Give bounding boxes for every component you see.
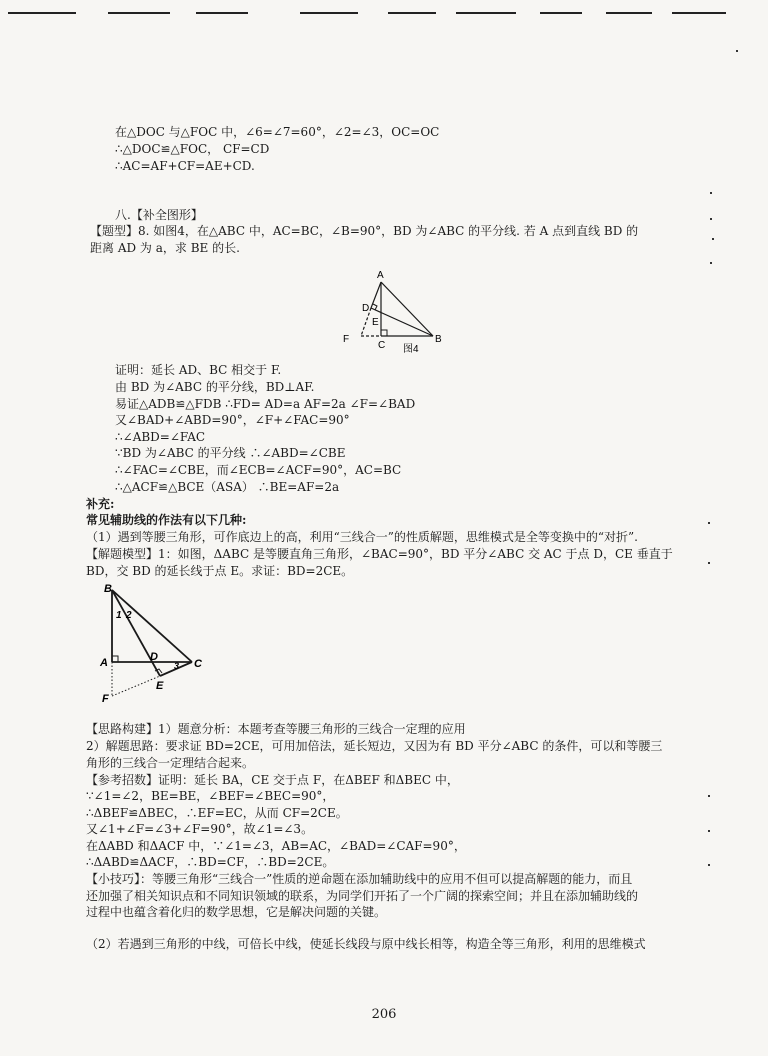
figure-4 [335,268,455,360]
angle-label-1: 1 [116,610,122,621]
analysis-line: ∴ΔABD≌ΔACF，∴BD=CF，∴BD=2CE。 [86,855,335,869]
label-a: A [377,270,384,281]
supplement-title: 补充: [86,497,115,511]
label-c: C [378,340,386,351]
right-angle-c [381,330,387,336]
tip-line: 还加强了相关知识点和不同知识领域的联系，为同学们开拓了一个广阔的探索空间；并且在添加辅助线的 [86,889,639,903]
tip-line: 过程中也蕴含着化归的数学思想，它是解决问题的关键。 [86,905,387,919]
analysis-line: 【思路构建】1）题意分析：本题考查等腰三角形的三线合一定理的应用 [86,722,466,736]
angle-label-2: 2 [126,610,132,621]
tip-line: 【小技巧】：等腰三角形“三线合一”性质的逆命题在添加辅助线中的应用不但可以提高解题的能力，而且 [86,872,633,886]
problem-text: 距离 AD 为 a，求 BE 的长. [90,241,240,255]
label-b: B [435,334,442,345]
supplement-subtitle: 常见辅助线的作法有以下几种: [86,513,247,527]
figure-model [96,580,216,705]
scan-artifact [540,12,582,14]
label-f: F [102,693,109,705]
label-e: E [372,317,379,328]
model-text: 【解题模型】1：如图，ΔABC 是等腰直角三角形，∠BAC=90°，BD 平分∠ABC 交 AC 于点 D，CE 垂直于 [86,547,673,561]
scan-speck [712,238,714,240]
scan-artifact [672,12,726,14]
label-c: C [194,658,202,670]
proof-line: 又∠BAD+∠ABD=90°，∠F+∠FAC=90° [115,413,350,427]
analysis-line: 角形的三线合一定理结合起来。 [86,756,255,770]
supplement-item-1: （1）遇到等腰三角形，可作底边上的高，利用“三线合一”的性质解题，思维模式是全等变换中的“对折”. [86,530,638,544]
proof-line: 在△DOC 与△FOC 中，∠6=∠7=60°，∠2=∠3，OC=OC [115,125,440,139]
page-number: 206 [371,1007,397,1022]
scan-artifact [456,12,516,14]
label-a: A [100,657,108,669]
angle-label-3: 3 [174,661,180,671]
label-b: B [104,583,112,595]
scan-speck [708,562,710,564]
supplement-item-2: （2）若遇到三角形的中线，可倍长中线，使延长线段与原中线长相等，构造全等三角形，利用的思维模式 [86,937,646,951]
scan-artifact [196,12,248,14]
scan-speck [710,262,712,264]
scan-artifact [300,12,358,14]
segment-ab [381,282,433,336]
label-d: D [362,303,370,314]
analysis-line: 【参考招数】证明：延长 BA，CE 交于点 F，在ΔBEF 和ΔBEC 中， [86,773,459,787]
scan-artifact [606,12,652,14]
analysis-line: 在ΔABD 和ΔACF 中，∵∠1=∠3，AB=AC，∠BAD=∠CAF=90°， [86,839,466,853]
segment-fe-dotted [112,676,160,696]
proof-line: ∵BD 为∠ABC 的平分线 ∴∠ABD=∠CBE [115,446,346,460]
segment-be [112,590,160,676]
scan-artifact [108,12,170,14]
label-d: D [150,651,158,663]
right-angle-a [112,656,118,662]
proof-line: ∴∠FAC=∠CBE，而∠ECB=∠ACF=90°，AC=BC [115,463,402,477]
scan-speck [708,795,710,797]
proof-line: ∴△DOC≌△FOC， CF=CD [115,142,270,156]
segment-ad [371,282,381,308]
scan-speck [708,830,710,832]
model-text: BD，交 BD 的延长线于点 E。求证：BD=2CE。 [86,564,354,578]
scan-speck [710,218,712,220]
proof-line: ∴∠ABD=∠FAC [115,430,206,444]
section-heading: 八.【补全图形】 [115,208,203,222]
problem-text: 【题型】8. 如图4，在△ABC 中，AC=BC，∠B=90°，BD 为∠ABC 的平分线. 若 A 点到直线 BD 的 [90,224,639,238]
scan-speck [736,50,738,52]
analysis-line: ∴ΔBEF≌ΔBEC，∴EF=EC，从而 CF=2CE。 [86,806,348,820]
proof-line: 证明：延长 AD、BC 相交于 F. [115,363,282,377]
proof-line: 易证△ADB≌△FDB ∴FD= AD=a AF=2a ∠F=∠BAD [115,397,416,411]
analysis-line: 又∠1+∠F=∠3+∠F=90°，故∠1=∠3。 [86,822,314,836]
scan-artifact [8,12,76,14]
scan-speck [708,864,710,866]
proof-line: ∴△ACF≌△BCE（ASA） ∴BE=AF=2a [115,480,340,494]
scan-speck [708,522,710,524]
segment-bd [371,308,433,336]
scan-artifact [388,12,436,14]
label-f: F [343,334,350,345]
analysis-line: ∵∠1=∠2，BE=BE，∠BEF=∠BEC=90°， [86,789,335,803]
label-e: E [156,680,164,692]
scan-speck [710,192,712,194]
analysis-line: 2）解题思路：要求证 BD=2CE，可用加倍法，延长短边，又因为有 BD 平分∠ABC 的条件，可以和等腰三 [86,739,663,753]
figure-caption: 图4 [403,344,419,355]
proof-line: 由 BD 为∠ABC 的平分线，BD⊥AF. [115,380,315,394]
proof-line: ∴AC=AF+CF=AE+CD. [115,159,255,173]
